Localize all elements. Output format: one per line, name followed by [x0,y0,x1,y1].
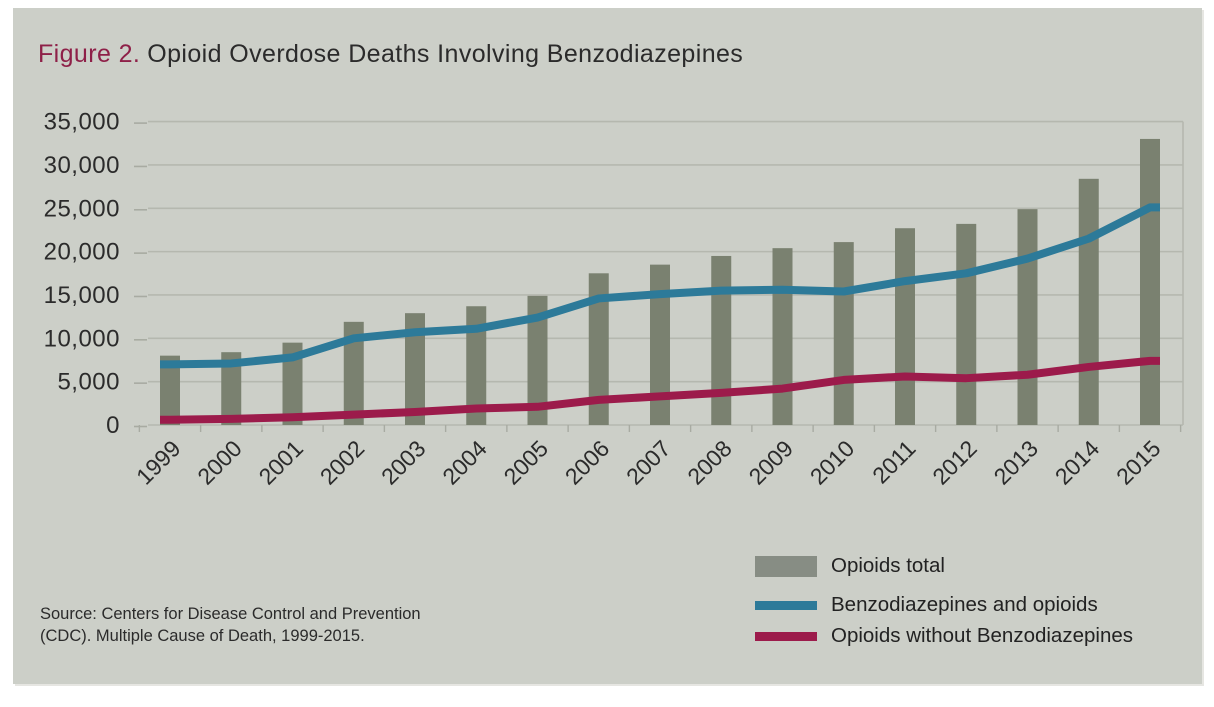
x-tick-label-2009: 2009 [743,435,799,490]
y-tick-label: 0 [106,412,120,439]
x-tick-label-1999: 1999 [130,435,186,490]
bar-2009 [773,248,793,425]
x-tick-label-2010: 2010 [804,435,860,490]
y-tick-label: 30,000 [43,151,120,179]
bar-2007 [650,265,670,425]
legend-label-opioids-total: Opioids total [831,554,945,577]
figure-title-text: Opioid Overdose Deaths Involving Benzodiazepines [147,40,744,68]
x-tick-label-2001: 2001 [253,435,309,490]
x-tick-label-2002: 2002 [314,435,370,490]
legend-label-benzodiazepines-and-opioids: Benzodiazepines and opioids [831,593,1098,616]
x-tick-label-2004: 2004 [437,435,492,490]
bar-2015 [1140,139,1160,425]
source-line-1: Source: Centers for Disease Control and Prevention [40,605,421,623]
legend-label-opioids-without-benzodiazepines: Opioids without Benzodiazepines [831,624,1133,647]
x-tick-label-2008: 2008 [682,435,737,490]
y-tick-label: 10,000 [43,325,120,353]
y-tick-label: 5,000 [57,368,120,396]
y-tick-label: 15,000 [43,281,120,309]
legend-swatch-opioids-without-benzodiazepines [755,632,817,641]
legend-item-benzodiazepines-and-opioids [755,592,1098,618]
legend-swatch-benzodiazepines-and-opioids [755,601,817,610]
figure-number: Figure 2. [38,40,141,68]
y-tick-label: 25,000 [43,195,120,223]
bar-2011 [895,228,915,425]
x-tick-label-2007: 2007 [620,435,676,490]
y-tick-label: 35,000 [43,108,120,136]
source-line-2: (CDC). Multiple Cause of Death, 1999-2015. [40,627,365,645]
x-tick-label-2005: 2005 [498,435,554,490]
bar-2010 [834,242,854,425]
x-tick-label-2015: 2015 [1110,435,1166,490]
y-tick-label: 20,000 [43,238,120,266]
x-tick-label-2014: 2014 [1049,435,1105,490]
bar-2012 [956,224,976,425]
legend-swatch-opioids-total [755,556,817,577]
x-tick-label-2000: 2000 [192,435,247,490]
bar-2014 [1079,179,1099,425]
x-tick-label-2013: 2013 [988,435,1044,490]
legend-item-opioids-total [755,553,945,579]
x-tick-label-2006: 2006 [559,435,615,490]
x-tick-label-2011: 2011 [867,435,921,489]
x-tick-label-2003: 2003 [375,435,431,490]
legend-item-opioids-without-benzodiazepines [755,623,1133,649]
bar-2013 [1018,209,1038,425]
bar-2008 [711,256,731,425]
source-note [40,603,421,647]
x-tick-label-2012: 2012 [927,435,982,490]
